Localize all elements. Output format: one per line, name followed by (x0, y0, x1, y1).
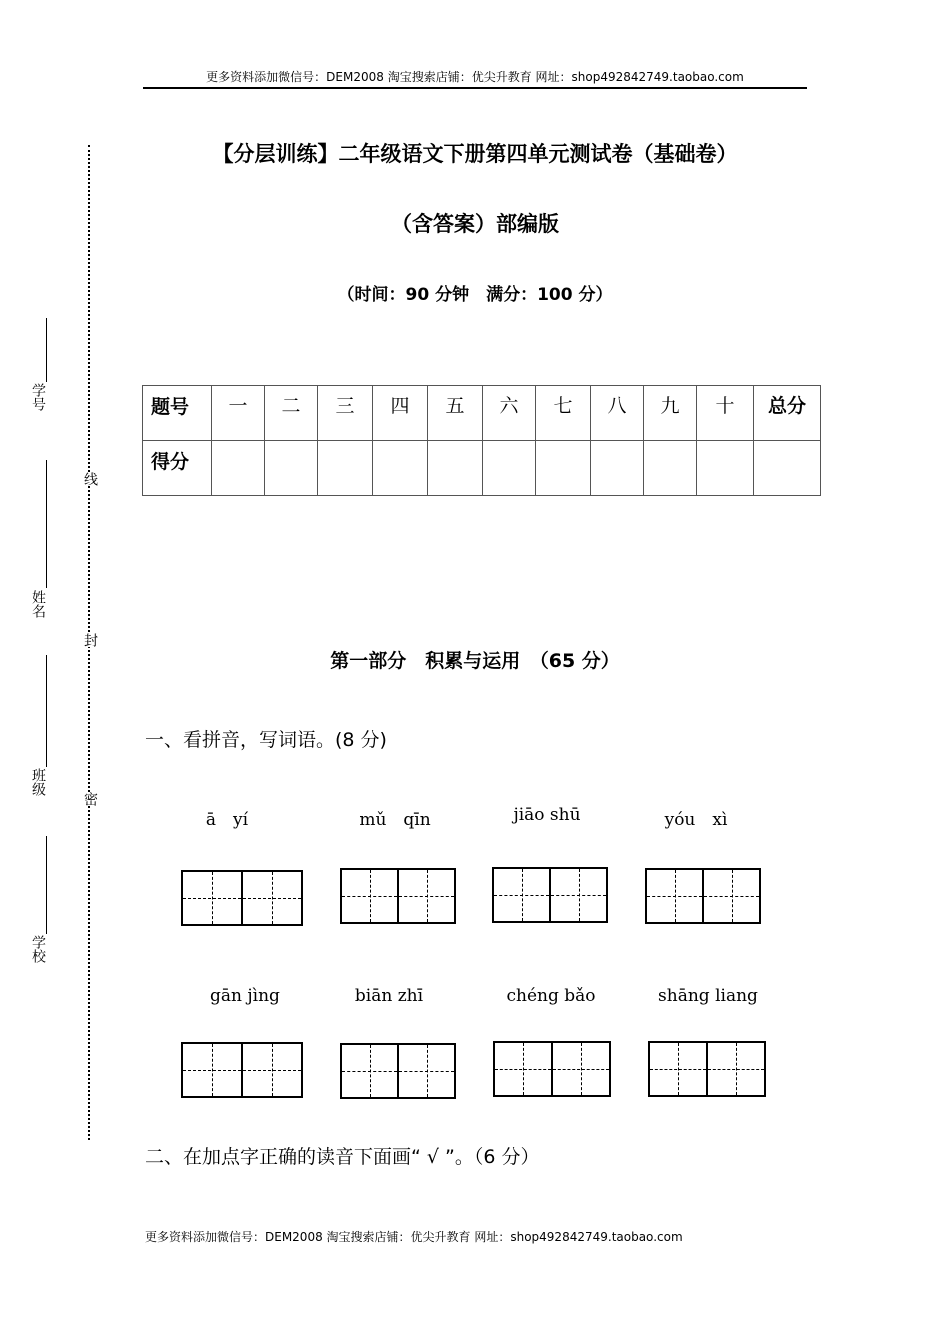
pinyin-5: gān jìng (210, 986, 280, 1006)
score-cell[interactable] (265, 441, 318, 496)
score-cell[interactable] (373, 441, 428, 496)
part-one-heading: 第一部分 积累与运用 （65 分） (330, 650, 620, 672)
col-6: 六 (483, 386, 536, 441)
question-one-title: 一、看拼音，写词语。(8 分) (145, 729, 387, 751)
score-table-score-row (143, 441, 821, 496)
score-label: 得分 (143, 441, 212, 496)
col-total: 总分 (754, 386, 821, 441)
number-label: 学号 (30, 383, 46, 411)
pinyin-8: shāng liang (658, 986, 758, 1006)
pinyin-2: mǔ qīn (359, 810, 431, 830)
writing-grid[interactable] (340, 868, 456, 924)
writing-grid[interactable] (645, 868, 761, 924)
score-cell[interactable] (318, 441, 373, 496)
col-3: 三 (318, 386, 373, 441)
school-field[interactable] (46, 836, 47, 934)
score-cell[interactable] (483, 441, 536, 496)
school-label: 学校 (30, 935, 46, 963)
name-label: 姓名 (30, 590, 46, 618)
question-number-label: 题号 (143, 386, 212, 441)
pinyin-4: yóu xì (664, 810, 728, 830)
number-field[interactable] (46, 318, 47, 382)
score-cell-total[interactable] (754, 441, 821, 496)
exam-time-info: （时间：90 分钟 满分：100 分） (337, 285, 613, 305)
col-7: 七 (536, 386, 591, 441)
col-2: 二 (265, 386, 318, 441)
score-cell[interactable] (591, 441, 644, 496)
col-8: 八 (591, 386, 644, 441)
pinyin-1: ā yí (205, 810, 249, 830)
writing-grid[interactable] (340, 1043, 456, 1099)
name-field[interactable] (46, 460, 47, 588)
score-cell[interactable] (697, 441, 754, 496)
col-9: 九 (644, 386, 697, 441)
col-1: 一 (212, 386, 265, 441)
page-footer: 更多资料添加微信号：DEM2008 淘宝搜索店铺：优尖升教育 网址：shop492842749.taobao.com (145, 1230, 683, 1244)
pinyin-6: biān zhī (354, 986, 424, 1006)
score-cell[interactable] (428, 441, 483, 496)
writing-grid[interactable] (493, 1041, 611, 1097)
page-title: 【分层训练】二年级语文下册第四单元测试卷（基础卷） (212, 142, 738, 166)
score-table-header-row (143, 386, 821, 441)
score-cell[interactable] (536, 441, 591, 496)
page-header: 更多资料添加微信号：DEM2008 淘宝搜索店铺：优尖升教育 网址：shop492842749.taobao.com (206, 70, 744, 84)
writing-grid[interactable] (181, 870, 303, 926)
score-cell[interactable] (212, 441, 265, 496)
pinyin-3: jiāo shū (513, 805, 581, 825)
question-two-title: 二、在加点字正确的读音下面画“ √ ”。（6 分） (145, 1146, 540, 1168)
col-10: 十 (697, 386, 754, 441)
header-rule (143, 87, 807, 89)
class-label: 班级 (30, 768, 46, 796)
writing-grid[interactable] (492, 867, 608, 923)
pinyin-7: chéng bǎo (506, 986, 596, 1006)
seal-char-mi: 密 (82, 792, 98, 806)
seal-char-xian: 线 (82, 472, 98, 486)
col-4: 四 (373, 386, 428, 441)
writing-grid[interactable] (181, 1042, 303, 1098)
seal-char-feng: 封 (82, 633, 98, 647)
score-table (142, 385, 821, 496)
score-cell[interactable] (644, 441, 697, 496)
page-subtitle: （含答案）部编版 (391, 212, 559, 236)
col-5: 五 (428, 386, 483, 441)
writing-grid[interactable] (648, 1041, 766, 1097)
